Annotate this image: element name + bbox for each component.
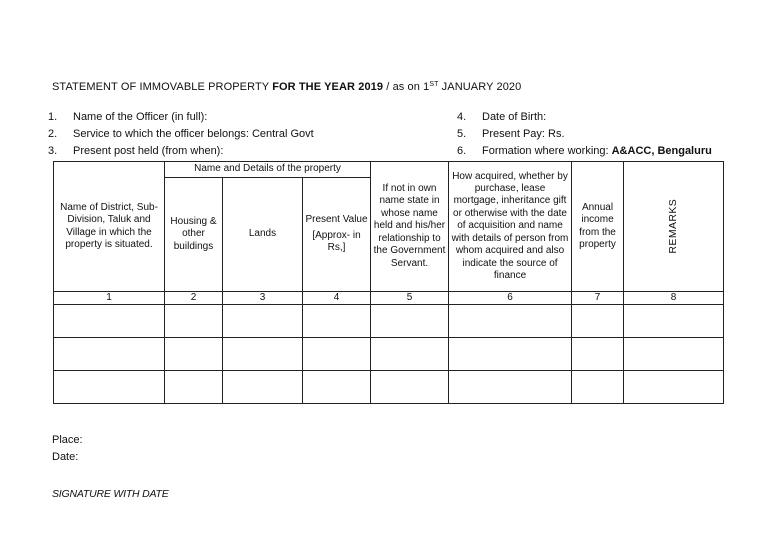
column-number: 1 [54, 292, 165, 305]
header-district: Name of District, Sub-Division, Taluk and Village in which the property is situated. [54, 162, 165, 292]
table-cell[interactable] [54, 305, 165, 338]
info-item-6: 6. Formation where working: A&ACC, Bengaluru [457, 145, 712, 157]
table-cell[interactable] [624, 371, 724, 404]
table-cell[interactable] [572, 305, 624, 338]
column-number: 7 [572, 292, 624, 305]
column-number: 5 [371, 292, 449, 305]
table-row [54, 305, 724, 338]
header-present-value [303, 178, 371, 292]
column-number: 8 [624, 292, 724, 305]
table-cell[interactable] [371, 338, 449, 371]
table-cell[interactable] [223, 338, 303, 371]
title-mid: / as on 1 [383, 81, 430, 93]
table-cell[interactable] [223, 305, 303, 338]
header-ownership: If not in own name state in whose name held and his/her relationship to the Government Servant. [371, 162, 449, 292]
table-cell[interactable] [624, 305, 724, 338]
table-cell[interactable] [371, 371, 449, 404]
header-acquisition: How acquired, whether by purchase, lease mortgage, inheritance gift or otherwise with the date of acquisition and name with details of person from whom acquired and also indicate the source of finance [449, 162, 572, 292]
table-cell[interactable] [223, 371, 303, 404]
table-cell[interactable] [303, 305, 371, 338]
remarks-label: REMARKS [667, 198, 680, 254]
table-cell[interactable] [572, 371, 624, 404]
info-item-4: 4. Date of Birth: [457, 111, 547, 123]
table-cell[interactable] [572, 338, 624, 371]
title-suffix: JANUARY 2020 [438, 81, 522, 93]
info-item-1: 1. Name of the Officer (in full): [48, 111, 208, 123]
present-value-approx: [Approx- in Rs,] [312, 229, 361, 254]
column-number: 4 [303, 292, 371, 305]
info-item-5: 5. Present Pay: Rs. [457, 128, 565, 140]
table-cell[interactable] [303, 338, 371, 371]
table-cell[interactable] [624, 338, 724, 371]
table-cell[interactable] [165, 338, 223, 371]
table-cell[interactable] [449, 338, 572, 371]
column-number: 6 [449, 292, 572, 305]
date-label: Date: [52, 451, 79, 463]
table-cell[interactable] [165, 371, 223, 404]
header-remarks [624, 162, 724, 292]
header-annual-income: Annual income from the property [572, 162, 624, 292]
header-lands: Lands [223, 178, 303, 292]
header-housing: Housing & other buildings [165, 178, 223, 292]
table-row [54, 338, 724, 371]
table-cell[interactable] [303, 371, 371, 404]
title-prefix: STATEMENT OF IMMOVABLE PROPERTY [52, 81, 273, 93]
table-cell[interactable] [371, 305, 449, 338]
table-cell[interactable] [54, 338, 165, 371]
signature-label: SIGNATURE WITH DATE [52, 488, 169, 500]
title-year: FOR THE YEAR 2019 [272, 81, 384, 93]
property-table [53, 161, 724, 404]
document-title [52, 81, 521, 93]
column-number: 2 [165, 292, 223, 305]
table-cell[interactable] [54, 371, 165, 404]
title-superscript: ST [429, 81, 439, 88]
column-number-row [54, 292, 724, 305]
place-label: Place: [52, 434, 83, 446]
table-cell[interactable] [449, 371, 572, 404]
table-row [54, 371, 724, 404]
table-cell[interactable] [165, 305, 223, 338]
present-value-label: Present Value [305, 214, 368, 226]
info-item-2: 2. Service to which the officer belongs: Central Govt [48, 128, 314, 140]
header-property-details: Name and Details of the property [165, 162, 371, 178]
table-cell[interactable] [449, 305, 572, 338]
info-item-3: 3. Present post held (from when): [48, 145, 224, 157]
column-number: 3 [223, 292, 303, 305]
